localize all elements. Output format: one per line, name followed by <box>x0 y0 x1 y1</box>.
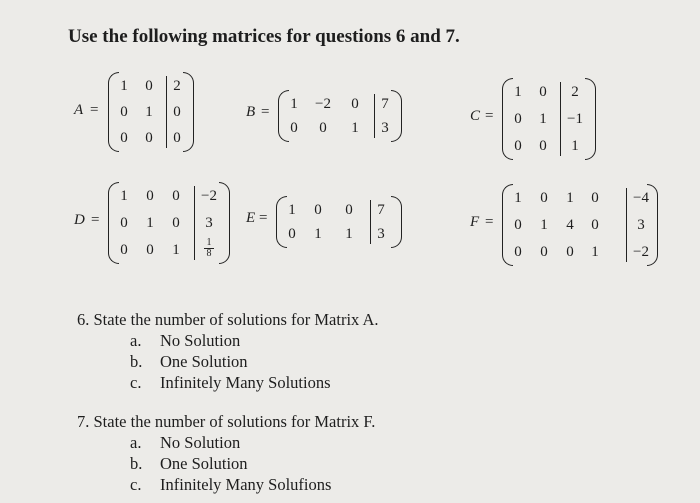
option-text: No Solution <box>160 331 241 350</box>
question-6-option-c <box>130 373 331 393</box>
matrix-cell: 0 <box>288 226 296 242</box>
matrix-cell: 0 <box>351 96 359 112</box>
matrix-cell: 0 <box>146 188 154 204</box>
matrix-cell: −2 <box>633 244 649 260</box>
matrix-cell: 2 <box>173 78 181 94</box>
matrix-cell: 0 <box>145 78 153 94</box>
matrix-cell: −2 <box>201 188 217 204</box>
matrix-e-label: E <box>246 210 256 226</box>
matrix-cell: 0 <box>591 190 599 206</box>
matrix-cell: 1 <box>290 96 298 112</box>
matrix-cell: 1 <box>540 217 548 233</box>
matrix-cell: 7 <box>377 202 385 218</box>
augment-bar <box>560 82 561 156</box>
matrix-cell: 0 <box>120 130 128 146</box>
matrix-cell: 1 <box>514 84 522 100</box>
matrix-cell: 0 <box>514 244 522 260</box>
question-6-option-b <box>130 352 248 372</box>
matrix-cell: 1 <box>314 226 322 242</box>
matrix-cell: 1 <box>514 190 522 206</box>
option-text: No Solution <box>160 433 241 452</box>
matrix-c <box>470 78 600 160</box>
matrix-f <box>470 184 660 266</box>
question-7: 7. State the number of solutions for Matrix F. <box>77 412 376 431</box>
matrix-c-equals: = <box>485 108 494 124</box>
matrix-d-label: D <box>74 212 85 228</box>
matrix-cell: 3 <box>205 215 213 231</box>
option-text: Infinitely Many Solutions <box>160 373 331 392</box>
option-letter: c. <box>130 475 142 494</box>
matrix-b-equals: = <box>261 104 270 120</box>
matrix-cell: 1 <box>145 104 153 120</box>
matrix-cell: 4 <box>566 217 574 233</box>
matrix-d <box>74 182 234 264</box>
matrix-cell: 1 <box>345 226 353 242</box>
matrix-cell: 1 <box>566 190 574 206</box>
matrix-a <box>74 72 194 152</box>
option-text: One Solution <box>160 352 248 371</box>
matrix-cell: 0 <box>145 130 153 146</box>
matrix-f-equals: = <box>485 214 494 230</box>
right-paren <box>391 196 402 248</box>
matrix-cell: 0 <box>120 242 128 258</box>
fraction-denominator: 8 <box>206 248 212 259</box>
matrix-cell: 0 <box>514 111 522 127</box>
matrix-cell: 1 <box>539 111 547 127</box>
matrix-cell: 0 <box>314 202 322 218</box>
option-letter: a. <box>130 331 142 350</box>
option-text: Infinitely Many Solufions <box>160 475 332 494</box>
matrix-e-equals: = <box>259 210 268 226</box>
fraction-numerator: 1 <box>206 237 212 248</box>
matrix-cell: 0 <box>540 190 548 206</box>
matrix-cell: 0 <box>172 215 180 231</box>
matrix-cell: 0 <box>146 242 154 258</box>
matrix-cell: 1 <box>120 188 128 204</box>
matrix-cell: 1 <box>172 242 180 258</box>
matrix-b <box>246 90 406 142</box>
right-paren <box>219 182 230 264</box>
matrix-cell: 1 <box>146 215 154 231</box>
question-6-option-a <box>130 331 240 351</box>
matrix-cell: 2 <box>571 84 579 100</box>
matrix-cell: −4 <box>633 190 649 206</box>
worksheet-heading: Use the following matrices for questions 6 and 7. <box>68 26 460 47</box>
matrix-cell: 0 <box>514 138 522 154</box>
matrix-cell: 1 <box>288 202 296 218</box>
option-letter: b. <box>130 454 143 473</box>
option-letter: c. <box>130 373 142 392</box>
matrix-cell: 0 <box>319 120 327 136</box>
matrix-f-label: F <box>470 214 480 230</box>
augment-bar <box>194 186 195 260</box>
question-7-option-b <box>130 454 248 474</box>
matrix-cell: 0 <box>566 244 574 260</box>
matrix-b-label: B <box>246 104 256 120</box>
matrix-d-equals: = <box>91 212 100 228</box>
matrix-cell: 0 <box>539 138 547 154</box>
matrix-cell: 0 <box>540 244 548 260</box>
matrix-cell: 0 <box>173 104 181 120</box>
fraction-one-eighth <box>202 239 216 258</box>
matrix-e <box>246 196 406 248</box>
matrix-cell: 1 <box>571 138 579 154</box>
matrix-cell: 0 <box>539 84 547 100</box>
option-letter: b. <box>130 352 143 371</box>
matrix-a-equals: = <box>90 102 99 118</box>
matrix-cell: 0 <box>591 217 599 233</box>
question-7-option-c <box>130 475 331 495</box>
matrix-cell: 0 <box>120 104 128 120</box>
matrix-cell: 1 <box>120 78 128 94</box>
matrix-cell: 0 <box>120 215 128 231</box>
matrix-cell: 0 <box>290 120 298 136</box>
matrix-cell: 1 <box>591 244 599 260</box>
right-paren <box>585 78 596 160</box>
question-6: 6. State the number of solutions for Matrix A. <box>77 310 379 329</box>
matrix-cell: 3 <box>381 120 389 136</box>
option-letter: a. <box>130 433 142 452</box>
matrix-cell: 3 <box>377 226 385 242</box>
matrix-cell: 0 <box>173 130 181 146</box>
matrix-cell: 7 <box>381 96 389 112</box>
matrix-a-label: A <box>74 102 84 118</box>
matrix-cell: 1 <box>351 120 359 136</box>
matrix-cell: 0 <box>345 202 353 218</box>
augment-bar <box>626 188 627 262</box>
question-7-option-a <box>130 433 240 453</box>
matrix-cell: −2 <box>315 96 331 112</box>
option-text: One Solution <box>160 454 248 473</box>
matrix-cell: 0 <box>514 217 522 233</box>
matrix-cell: 3 <box>637 217 645 233</box>
matrix-cell: −1 <box>567 111 583 127</box>
matrix-cell: 0 <box>172 188 180 204</box>
matrix-c-label: C <box>470 108 481 124</box>
